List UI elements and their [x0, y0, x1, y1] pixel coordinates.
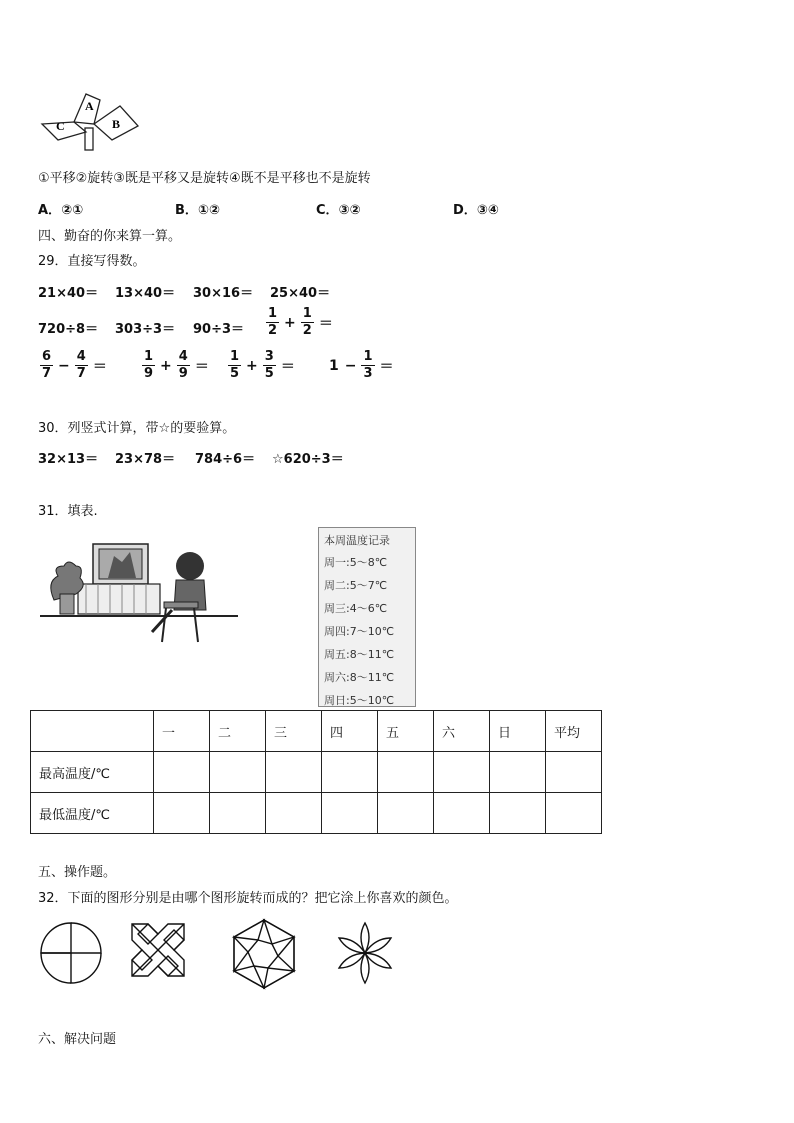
answer-cell[interactable]: [490, 752, 546, 793]
q29-fraction-expr-5: 1 − $\frac{1}{3}$ ＝: [329, 349, 394, 381]
figure-label-a: A: [85, 99, 94, 113]
table-header-cell: 五: [378, 711, 434, 752]
q30-expr: 32×13＝: [38, 452, 99, 467]
table-header-cell: 六: [434, 711, 490, 752]
row-label-low: 最低温度/℃: [31, 793, 154, 834]
table-row: [31, 752, 602, 793]
q29-title: 29．直接写得数。: [38, 254, 146, 269]
q29-fraction-expr-2: $\frac{6}{7}$ − $\frac{4}{7}$ ＝: [42, 349, 107, 381]
hexagon-pinwheel-figure[interactable]: [228, 918, 300, 990]
answer-cell[interactable]: [266, 793, 322, 834]
q29-expr: 720÷8＝: [38, 322, 99, 337]
q29-expr: 21×40＝: [38, 286, 99, 301]
table-header-cell: 三: [266, 711, 322, 752]
record-line: 周日:5～10℃: [324, 694, 395, 707]
answer-cell[interactable]: [434, 752, 490, 793]
record-line: 周六:8～11℃: [324, 671, 395, 684]
q29-expr: 30×16＝: [193, 286, 254, 301]
answer-cell[interactable]: [378, 793, 434, 834]
table-header-cell: 二: [210, 711, 266, 752]
tv-child-illustration: [38, 538, 242, 648]
section-6-title: 六、解决问题: [38, 1032, 117, 1047]
table-header-cell: 平均: [546, 711, 602, 752]
answer-cell[interactable]: [490, 793, 546, 834]
answer-cell[interactable]: [210, 752, 266, 793]
table-header-cell: 一: [154, 711, 210, 752]
q28-option-a: A．②①: [38, 203, 84, 218]
answer-cell[interactable]: [266, 752, 322, 793]
q31-title: 31．填表.: [38, 504, 98, 519]
q28-option-d: D．③④: [453, 203, 499, 218]
q29-expr: 303÷3＝: [115, 322, 176, 337]
record-title: 本周温度记录: [324, 534, 390, 547]
q32-title: 32．下面的图形分别是由哪个图形旋转而成的？把它涂上你喜欢的颜色。: [38, 891, 458, 906]
q30-expr: 784÷6＝: [195, 452, 256, 467]
record-line: 周三:4～6℃: [324, 602, 388, 615]
record-line: 周五:8～11℃: [324, 648, 395, 661]
record-line: 周一:5～8℃: [324, 556, 388, 569]
row-label-high: 最高温度/℃: [31, 752, 154, 793]
q28-option-b: B．①②: [175, 203, 220, 218]
section-5-title: 五、操作题。: [38, 865, 117, 880]
q29-expr: 25×40＝: [270, 286, 331, 301]
answer-cell[interactable]: [154, 793, 210, 834]
q29-expr: 90÷3＝: [193, 322, 245, 337]
q29-fraction-expr-3: $\frac{1}{9}$ + $\frac{4}{9}$ ＝: [144, 349, 209, 381]
pinwheel-figure[interactable]: [38, 920, 104, 986]
answer-cell[interactable]: [210, 793, 266, 834]
q28-statements: ①平移②旋转③既是平移又是旋转④既不是平移也不是旋转: [38, 171, 371, 186]
table-header-cell: 日: [490, 711, 546, 752]
answer-cell[interactable]: [546, 793, 602, 834]
table-row: [31, 793, 602, 834]
answer-cell[interactable]: [546, 752, 602, 793]
q30-expr: ☆620÷3＝: [272, 452, 344, 467]
answer-cell[interactable]: [434, 793, 490, 834]
answer-cell[interactable]: [154, 752, 210, 793]
answer-cell[interactable]: [378, 752, 434, 793]
record-line: 周四:7～10℃: [324, 625, 395, 638]
q29-expr: 13×40＝: [115, 286, 176, 301]
temperature-table: [30, 710, 602, 834]
q29-fraction-expr-4: $\frac{1}{5}$ + $\frac{3}{5}$ ＝: [230, 349, 295, 381]
table-header-row: [31, 711, 602, 752]
q29-fraction-expr-1: $\frac{1}{2}$ + $\frac{1}{2}$ ＝: [268, 306, 333, 338]
q30-expr: 23×78＝: [115, 452, 176, 467]
figure-label-b: B: [112, 117, 121, 131]
answer-cell[interactable]: [322, 793, 378, 834]
q30-title: 30．列竖式计算，带☆的要验算。: [38, 421, 236, 436]
figure-label-c: C: [56, 119, 65, 133]
q28-option-c: C．③②: [316, 203, 361, 218]
cross-arrow-figure[interactable]: [130, 922, 186, 978]
rotation-figure: [38, 92, 142, 152]
temperature-record-card: [318, 527, 416, 707]
section-4-title: 四、勤奋的你来算一算。: [38, 229, 182, 244]
answer-cell[interactable]: [322, 752, 378, 793]
record-line: 周二:5～7℃: [324, 579, 388, 592]
table-header-cell: 四: [322, 711, 378, 752]
flower-figure[interactable]: [332, 920, 398, 986]
